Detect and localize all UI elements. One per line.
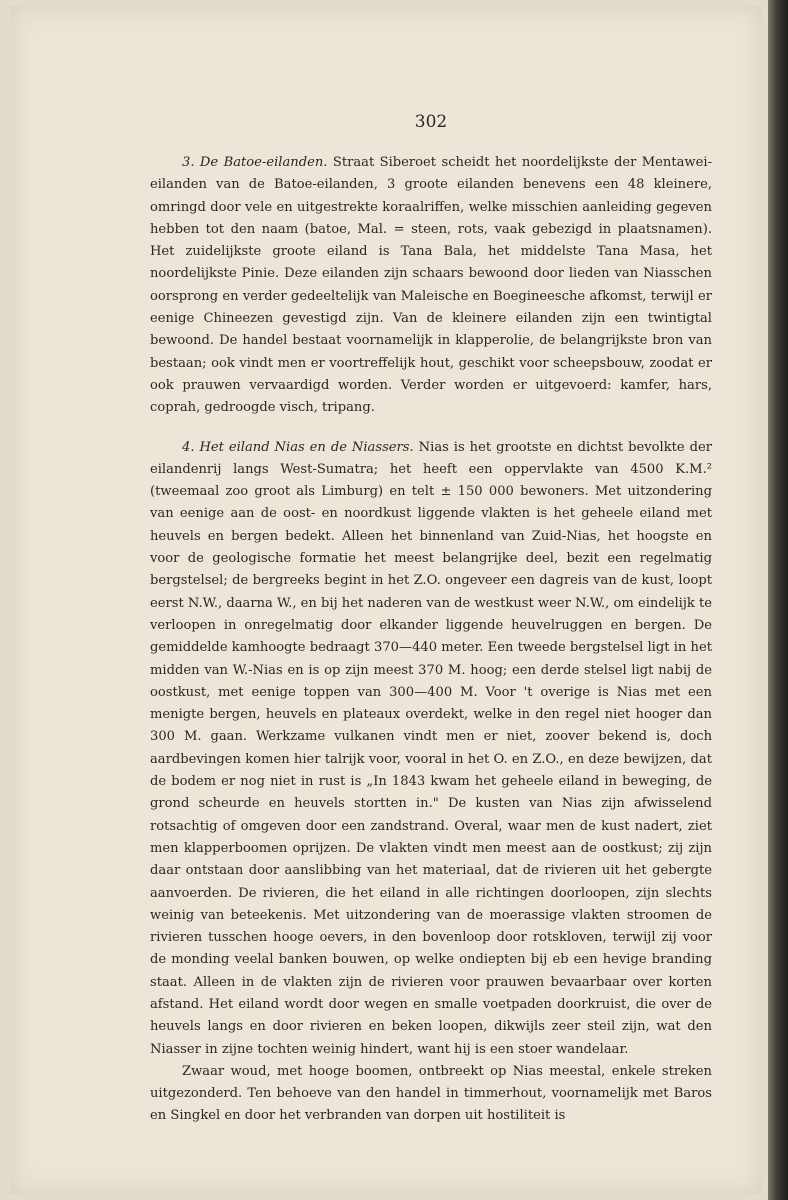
section-heading-batoe: 3. De Batoe-eilanden.: [182, 155, 328, 170]
paragraph-batoe-eilanden: [150, 152, 712, 420]
paragraph-text: Nias is het grootste en dichtst bevolkte der eilandenrij langs West-Sumatra; het heeft een oppervlakte van 4500 K.M.² (tweemaal zoo groot als Limburg) en telt ± 150 000 bewoners. Met uitzondering van eenige aan de oost- en noordkust liggende vlakten is het geheele eiland met heuvels en bergen bedekt. Alleen het binnenland van Zuid-Nias, het hoogste en voor de geologische formatie het meest belangrijke deel, bezit een regelmatig bergstelsel; de bergreeks begint in het Z.O. ongeveer een dagreis van de kust, loopt eerst N.W., daarna W., en bij het naderen van de westkust weer N.W., om eindelijk te verloopen in onregelmatig door elkander liggende heuvelruggen en bergen. De gemiddelde kamhoogte bedraagt 370—440 meter. Een tweede bergstelsel ligt in het midden van W.-Nias en is op zijn meest 370 M. hoog; een derde stelsel ligt nabij de oostkust, met eenige toppen van 300—400 M. Voor 't overige is Nias met een menigte bergen, heuvels en plateaux overdekt, welke in den regel niet hooger dan 300 M. gaan. Werkzame vulkanen vindt men er niet, zoover bekend is, doch aardbevingen komen hier talrijk voor, vooral in het O. en Z.O., en deze bewijzen, dat de bodem er nog niet in rust is „In 1843 kwam het geheele eiland in beweging, de grond scheurde en heuvels stortten in." De kusten van Nias zijn afwisselend rotsachtig of omgeven door een zandstrand. Overal, waar men de kust nadert, ziet men klapperboomen oprijzen. De vlakten vindt men meest aan de oostkust; zij zijn daar ontstaan door aanslibbing van het materiaal, dat de rivieren uit het gebergte aanvoerden. De rivieren, die het eiland in alle richtingen doorloopen, zijn slechts weinig van beteekenis. Met uitzondering van de moerassige vlakten stroomen de rivieren tusschen hooge oevers, in den bovenloop door rotskloven, terwijl zij voor de monding veelal banken bouwen, op welke ondiepten bij eb een hevige branding staat. Alleen in de vlakten zijn de rivieren voor prauwen bevaarbaar over korten afstand. Het eiland wordt door wegen en smalle voetpaden doorkruist, die over de heuvels langs en door rivieren en beken loopen, dikwijls zeer steil zijn, wat den Niasser in zijne tochten weinig hindert, want hij is een stoer wandelaar.: [150, 439, 713, 1057]
section-heading-nias: 4. Het eiland Nias en de Niassers.: [182, 439, 414, 455]
body-text: [150, 152, 712, 1128]
page-number: 302: [414, 112, 448, 132]
paragraph-woud: [150, 1061, 712, 1128]
book-binding-edge: [768, 0, 788, 1200]
paragraph-text: Zwaar woud, met hooge boomen, ontbreekt op Nias meestal, enkele streken uitgezonderd. Ten behoeve van den handel in timmerhout, voornamelijk met Baros en Singkel en door het verbranden van dorpen uit hostiliteit is: [150, 1063, 712, 1124]
paragraph-nias: [150, 437, 712, 1061]
paragraph-text: Straat Siberoet scheidt het noordelijkste der Mentawei-eilanden van de Batoe-eilanden, 3 groote eilanden benevens een 48 kleinere, omringd door vele en uitgestrekte koraalriffen, welke misschien aanleiding gegeven hebben tot den naam (batoe, Mal. = steen, rots, vaak gebezigd in plaatsnamen). Het zuidelijkste groote eiland is Tana Bala, het middelste Tana Masa, het noordelijkste Pinie. Deze eilanden zijn schaars bewoond door lieden van Niasschen oorsprong en verder gedeeltelijk van Maleische en Boegineesche afkomst, terwijl er eenige Chineezen gevestigd zijn. Van de kleinere eilanden zijn een twintigtal bewoond. De handel bestaat voornamelijk in klapperolie, de belangrijkste bron van bestaan; ook vindt men er voortreffelijk hout, geschikt voor scheepsbouw, zoodat er ook prauwen vervaardigd worden. Verder worden er uitgevoerd: kamfer, hars, coprah, gedroogde visch, tripang.: [150, 155, 712, 416]
